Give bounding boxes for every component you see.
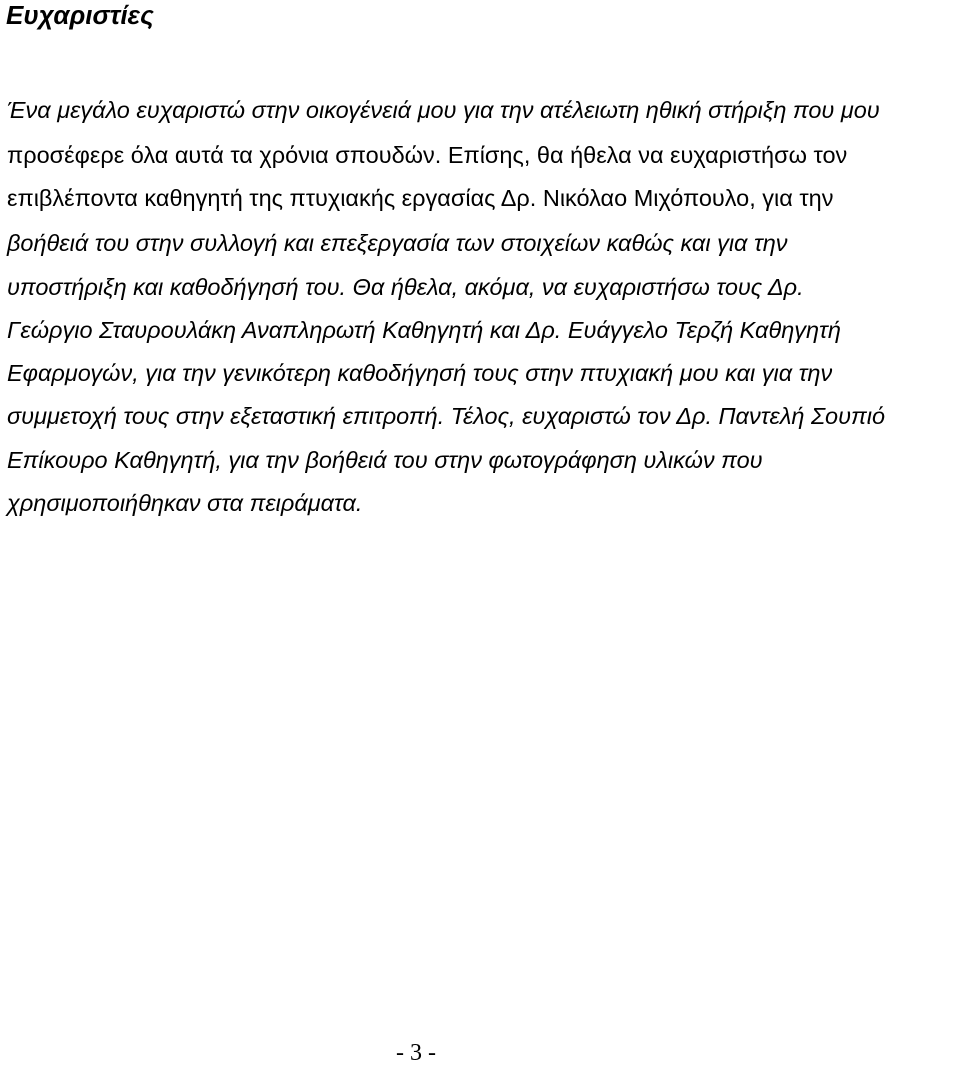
page-number: - 3 - — [396, 1040, 436, 1066]
paragraph-line: Ένα μεγάλο ευχαριστώ στην οικογένειά μου για την ατέλειωτη ηθική στήριξη που μου — [7, 97, 880, 123]
paragraph-line: Εφαρμογών, για την γενικότερη καθοδήγησή τους στην πτυχιακή μου και για την — [7, 360, 833, 386]
paragraph-line: προσέφερε όλα αυτά τα χρόνια σπουδών. Επίσης, θα ήθελα να ευχαριστήσω τον — [7, 142, 848, 168]
paragraph-line: συμμετοχή τους στην εξεταστική επιτροπή. Τέλος, ευχαριστώ τον Δρ. Παντελή Σουπιό — [7, 403, 886, 429]
paragraph-line: Επίκουρο Καθηγητή, για την βοήθειά του στην φωτογράφηση υλικών που — [7, 447, 763, 473]
paragraph-line: βοήθειά του στην συλλογή και επεξεργασία των στοιχείων καθώς και για την — [7, 230, 788, 256]
paragraph-line: υποστήριξη και καθοδήγησή του. Θα ήθελα, ακόμα, να ευχαριστήσω τους Δρ. — [7, 274, 804, 300]
page-title: Ευχαριστίες — [6, 0, 154, 30]
paragraph-line: Γεώργιο Σταυρουλάκη Αναπληρωτή Καθηγητή και Δρ. Ευάγγελο Τερζή Καθηγητή — [7, 317, 841, 343]
paragraph-line: χρησιμοποιήθηκαν στα πειράματα. — [7, 490, 363, 516]
paragraph-line: επιβλέποντα καθηγητή της πτυχιακής εργασίας Δρ. Νικόλαο Μιχόπουλο, για την — [7, 185, 834, 211]
